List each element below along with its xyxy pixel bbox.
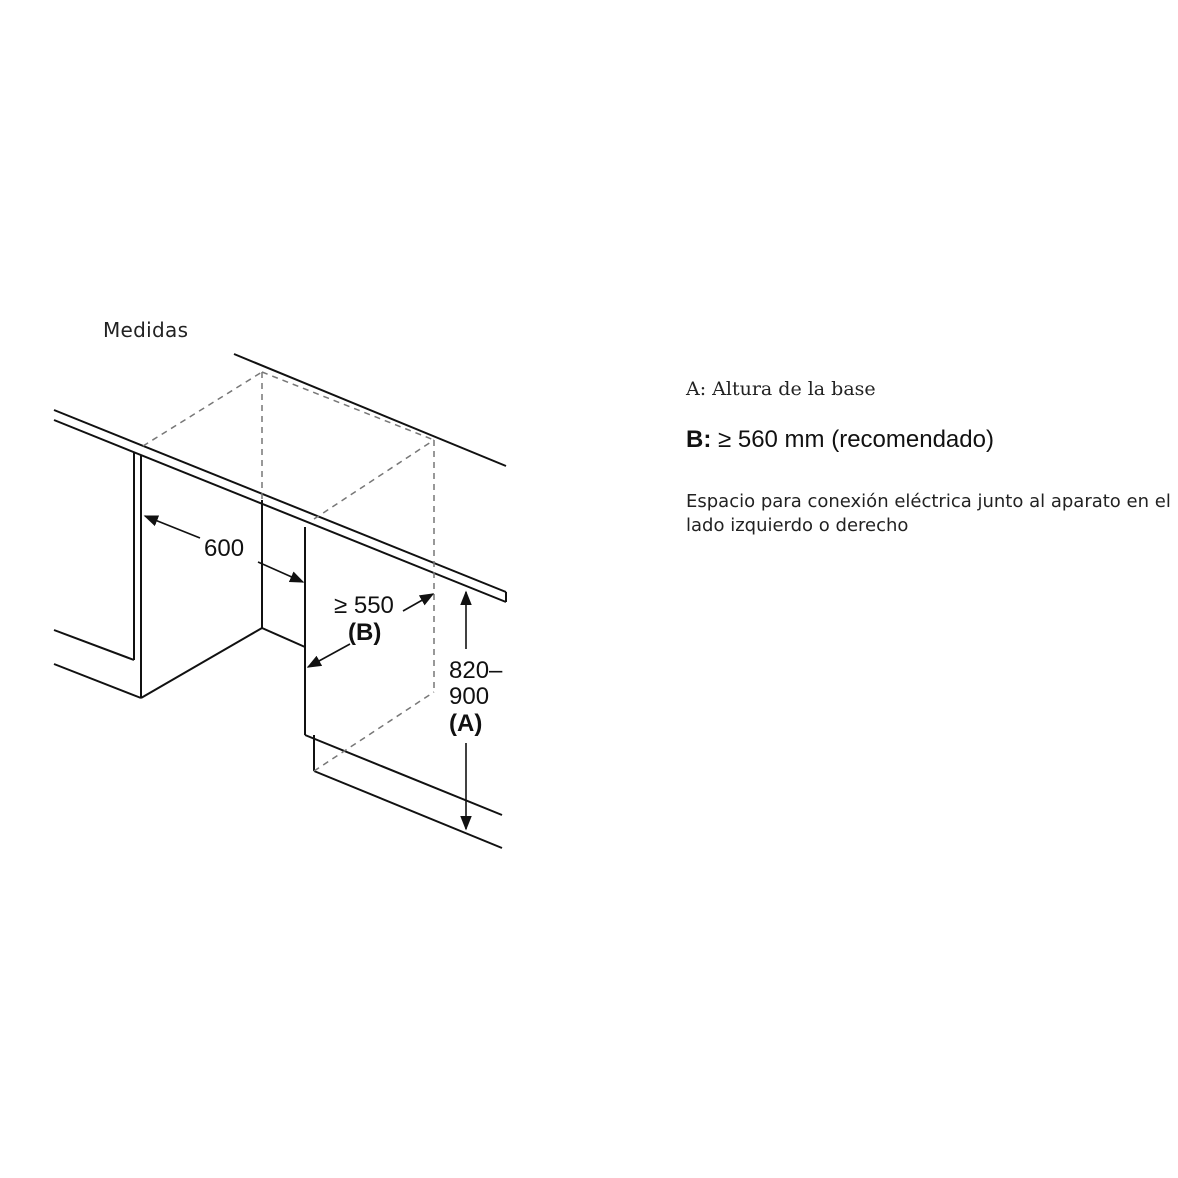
page-title: Medidas bbox=[103, 318, 189, 342]
note-c: Espacio para conexión eléctrica junto al aparato en el lado izquierdo o derecho bbox=[686, 491, 1171, 536]
height-dimension-line2: 900 bbox=[449, 683, 490, 710]
note-b-label: B: bbox=[686, 426, 712, 453]
notes bbox=[686, 378, 1176, 538]
note-a: A: Altura de la base bbox=[686, 378, 876, 400]
back-wall-line bbox=[234, 354, 506, 466]
gap-label: (B) bbox=[348, 619, 382, 646]
note-b bbox=[686, 426, 1176, 454]
appliance-outline bbox=[143, 372, 434, 771]
note-b-value: ≥ 560 mm (recomendado) bbox=[718, 426, 994, 453]
width-dimension: 600 bbox=[204, 535, 245, 562]
gap-dimension: ≥ 550 bbox=[334, 592, 394, 619]
left-cabinet bbox=[54, 452, 262, 698]
height-dimension-line1: 820– bbox=[449, 657, 503, 684]
height-label: (A) bbox=[449, 710, 483, 737]
